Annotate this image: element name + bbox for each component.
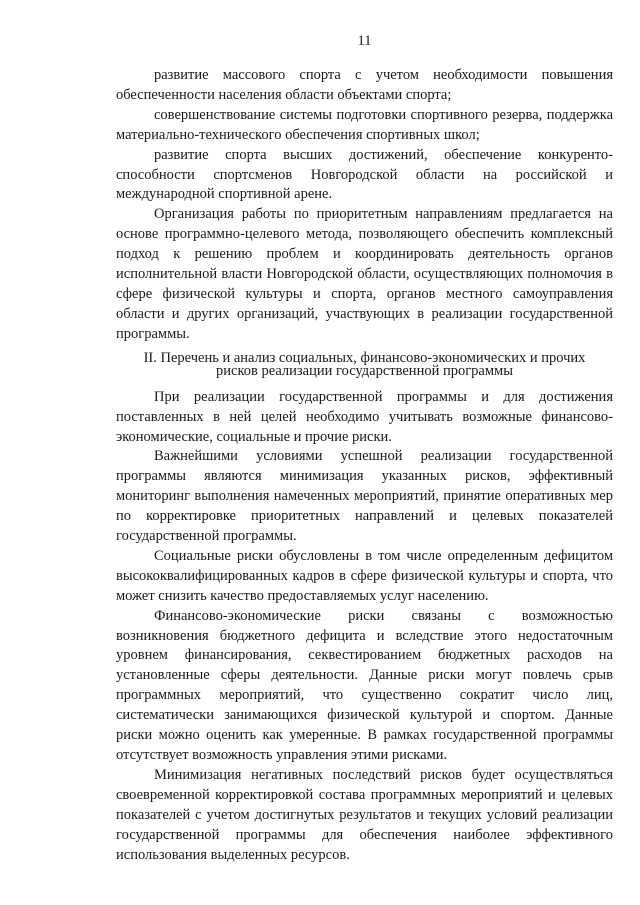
paragraph-risk-minimization: Минимизация негативных последствий рисков будет осуществляться своевременной корректировкой состава программных мероприятий и целевых показателей с учетом достигнутых результатов и текущих условий реализации государственной программы для обеспечения наиболее эффективного использования выделенных ресурсов. <box>116 766 613 863</box>
page-number: 11 <box>357 33 372 49</box>
paragraph-risks-intro: При реализации государственной программы и для достижения поставленных в ней целей необходимо учитывать возможные финансово-экономические, социальные и прочие риски. <box>116 388 613 445</box>
paragraph-social-risks: Социальные риски обусловлены в том числе определенным дефицитом высококвалифицированных кадров в сфере физической культуры и спорта, что может снизить качество предоставляемых услуг населению. <box>116 547 613 604</box>
paragraph-mass-sport: развитие массового спорта с учетом необходимости повышения обеспеченности населения области объектами спорта; <box>116 67 613 103</box>
section-heading-risks: II. Перечень и анализ социальных, финансово-экономических и прочих рисков реализации государственной программы <box>143 349 586 380</box>
paragraph-success-conditions: Важнейшими условиями успешной реализации государственной программы являются минимизация указанных рисков, эффективный мониторинг выполнения намеченных мероприятий, принятие оперативных мер по корректировке приоритетных направлений и целевых показателей государственной программы. <box>116 448 613 545</box>
document-body <box>116 66 613 865</box>
paragraph-high-achievement-sport: развитие спорта высших достижений, обеспечение конкуренто-способности спортсменов Новгородской области на российской и международной спортивной арене. <box>116 146 613 203</box>
paragraph-work-organization: Организация работы по приоритетным направлениям предлагается на основе программно-целевого метода, позволяющего обеспечить комплексный подход к решению проблем и координировать деятельность органов исполнительной власти Новгородской области, осуществляющих полномочия в сфере физической культуры и спорта, органов местного самоуправления области и других организаций, участвующих в реализации государственной программы. <box>116 206 613 342</box>
paragraph-financial-risks: Финансово-экономические риски связаны с возможностью возникновения бюджетного дефицита и вследствие этого недостаточным уровнем финансирования, секвестированием бюджетных расходов на установленные сферы деятельности. Данные риски могут повлечь срыв программных мероприятий, что существенно сократит число лиц, систематически занимающихся физической культурой и спортом. Данные риски можно оценить как умеренные. В рамках государственной программы отсутствует возможность управления этими рисками. <box>116 607 613 763</box>
paragraph-sport-reserve: совершенствование системы подготовки спортивного резерва, поддержка материально-технического обеспечения спортивных школ; <box>116 106 613 143</box>
